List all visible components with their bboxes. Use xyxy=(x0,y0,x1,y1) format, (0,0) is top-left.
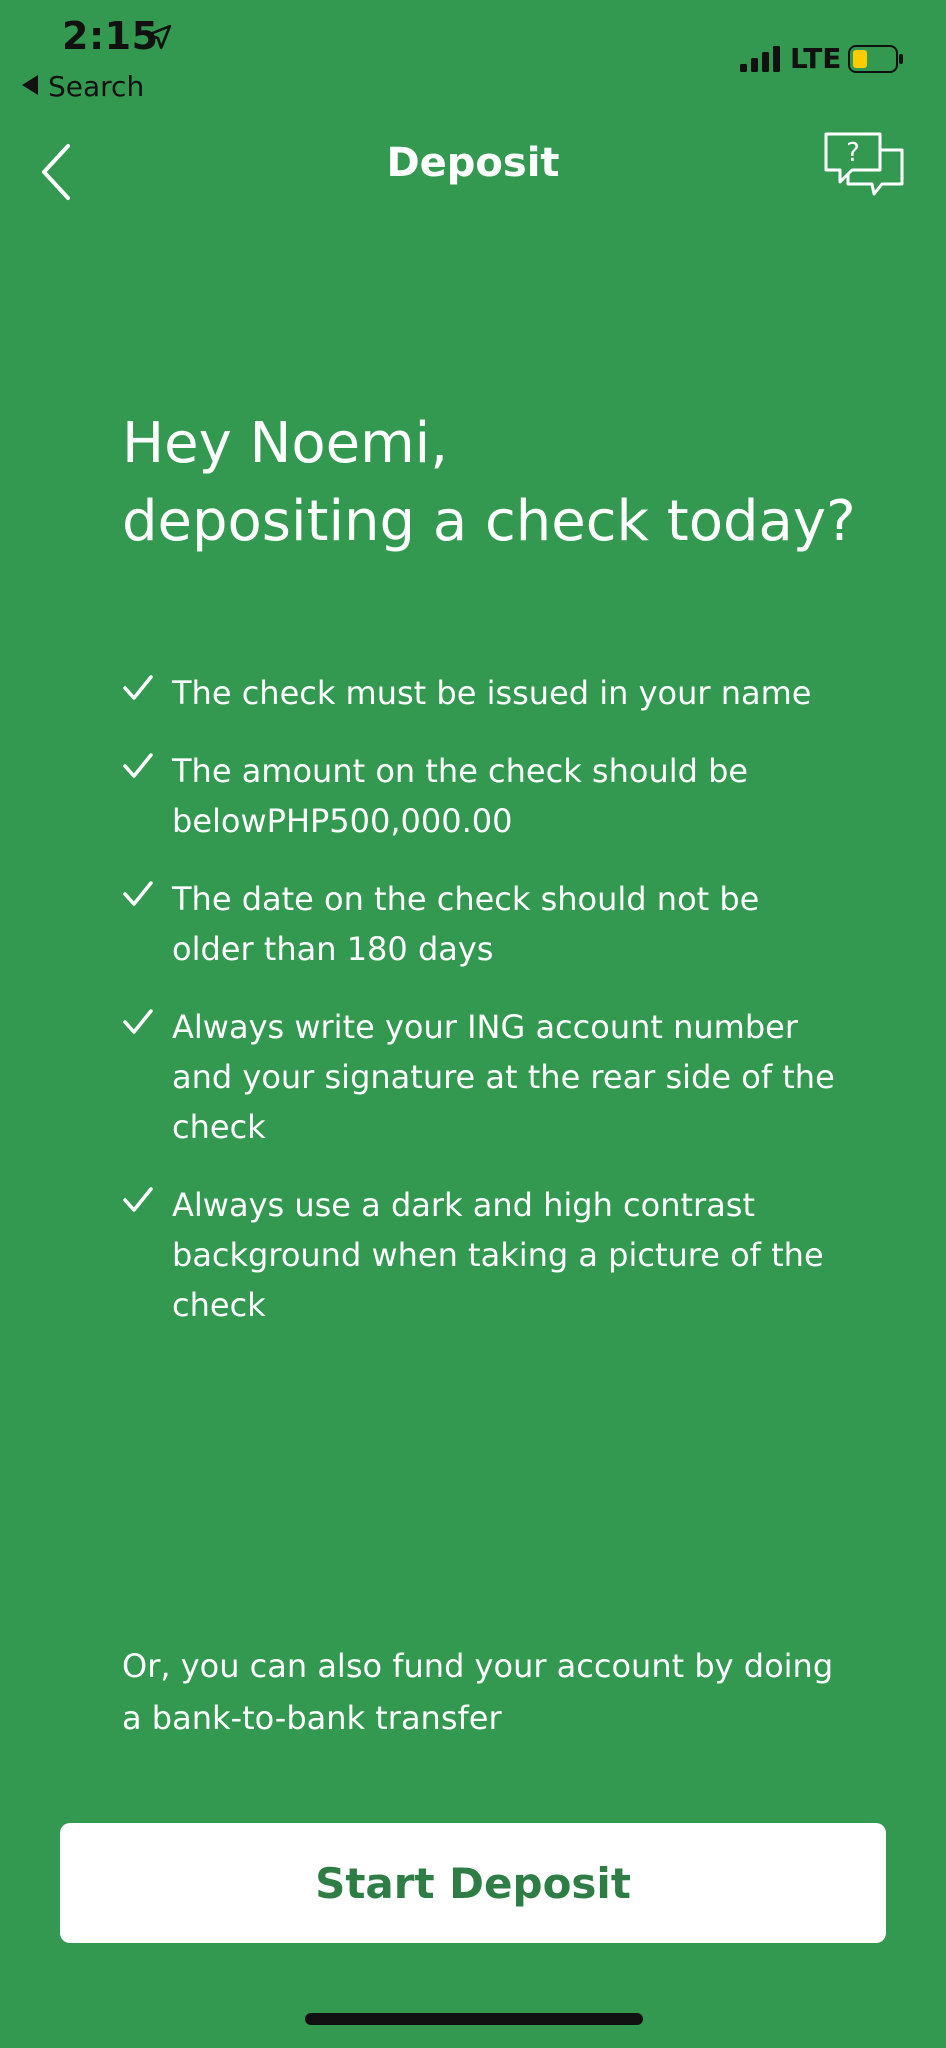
greeting-line-1: Hey Noemi, xyxy=(122,411,449,476)
checkmark-icon xyxy=(122,1008,154,1036)
status-time: 2:15 xyxy=(62,14,159,58)
back-app-label: Search xyxy=(48,70,145,103)
requirement-text: The check must be issued in your name xyxy=(172,674,812,712)
navigation-bar xyxy=(0,120,946,220)
checkmark-icon xyxy=(122,674,154,702)
requirement-item xyxy=(122,1002,842,1152)
help-chat-icon[interactable] xyxy=(822,130,906,208)
requirements-list xyxy=(122,668,842,1358)
checkmark-icon xyxy=(122,1186,154,1214)
checkmark-icon xyxy=(122,880,154,908)
battery-icon xyxy=(848,45,904,73)
requirement-text: The date on the check should not be older than 180 days xyxy=(172,880,760,968)
status-bar xyxy=(0,0,946,110)
greeting-line-2: depositing a check today? xyxy=(122,489,856,554)
requirement-item xyxy=(122,1180,842,1330)
network-type: LTE xyxy=(790,42,842,75)
cellular-signal-icon xyxy=(740,46,782,72)
greeting-heading xyxy=(122,405,922,561)
requirement-item xyxy=(122,668,842,718)
requirement-item xyxy=(122,874,842,974)
back-to-search-link[interactable] xyxy=(22,70,144,103)
back-triangle-icon xyxy=(22,75,38,95)
requirement-text: Always use a dark and high contrast background when taking a picture of the check xyxy=(172,1186,824,1324)
bank-transfer-note: Or, you can also fund your account by doing a bank-to-bank transfer xyxy=(122,1647,834,1737)
svg-text:?: ? xyxy=(846,138,860,168)
requirement-text: The amount on the check should be belowPHP500,000.00 xyxy=(172,752,749,840)
checkmark-icon xyxy=(122,752,154,780)
home-indicator[interactable] xyxy=(305,2013,643,2025)
page-title: Deposit xyxy=(386,140,560,186)
start-deposit-button[interactable]: Start Deposit xyxy=(60,1823,886,1943)
requirement-text: Always write your ING account number and your signature at the rear side of the check xyxy=(172,1008,835,1146)
location-arrow-icon xyxy=(146,24,172,50)
requirement-item xyxy=(122,746,842,846)
